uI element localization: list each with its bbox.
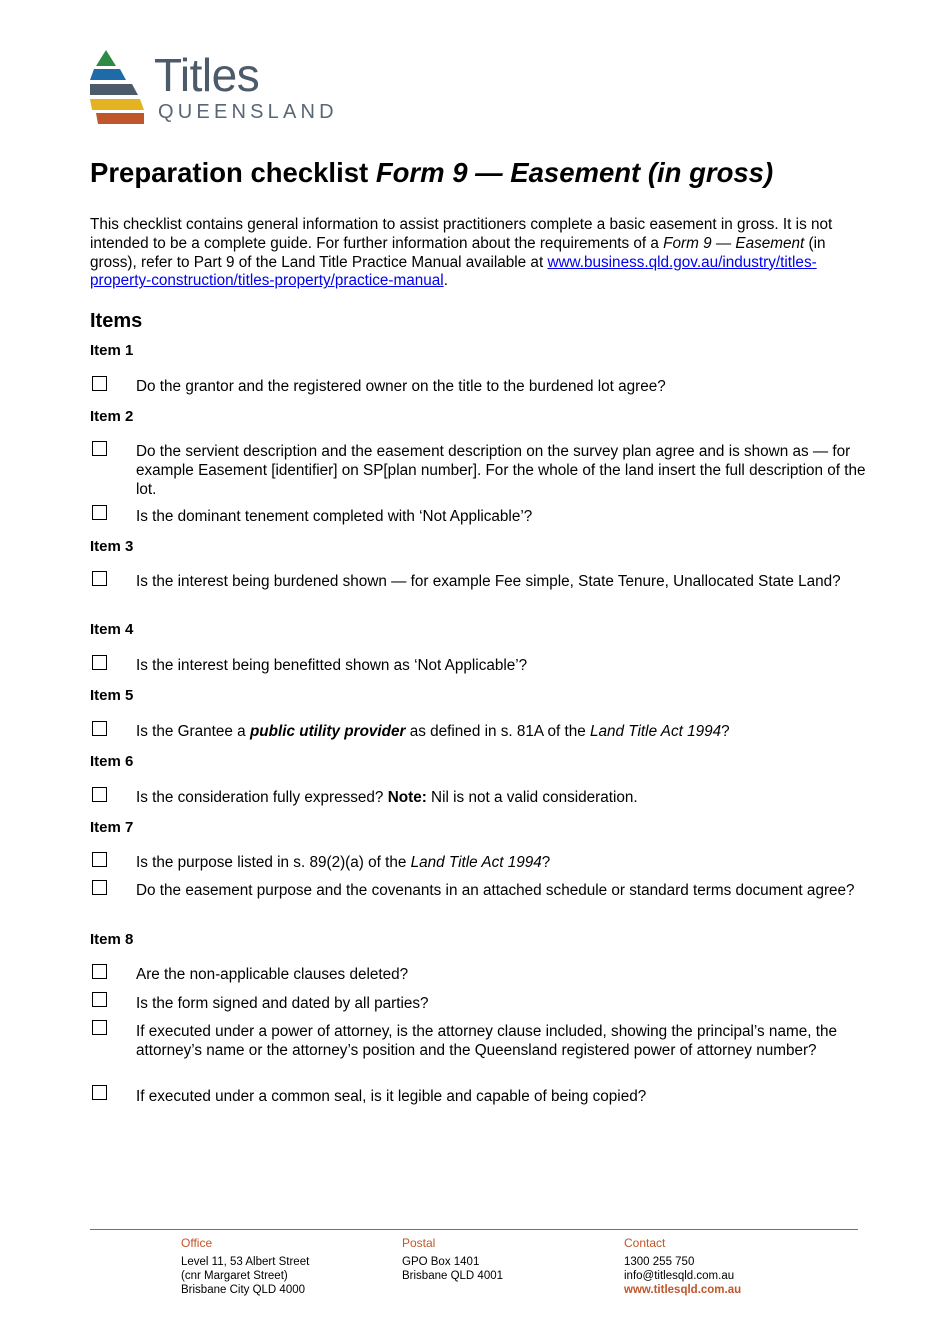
check-text-part: Is the consideration fully expressed? bbox=[136, 789, 388, 806]
check-text-emphasis: public utility provider bbox=[249, 723, 406, 740]
checkbox[interactable] bbox=[92, 992, 107, 1007]
page-title-plain: Preparation checklist bbox=[90, 157, 369, 188]
logo-mark-icon bbox=[88, 48, 148, 126]
act-name: Land Title Act 1994 bbox=[410, 854, 542, 871]
checkbox[interactable] bbox=[92, 1020, 107, 1035]
item-8-label: Item 8 bbox=[90, 931, 134, 948]
intro-end: . bbox=[443, 272, 448, 290]
check-text-part: Is the purpose listed in s. 89(2)(a) of the bbox=[136, 854, 411, 871]
check-text-part: Nil is not a valid consideration. bbox=[426, 789, 638, 806]
check-text-part: Is the Grantee a bbox=[136, 723, 250, 740]
check-text bbox=[136, 854, 866, 873]
checkbox[interactable] bbox=[92, 571, 107, 586]
item-3-label: Item 3 bbox=[90, 538, 134, 555]
logo-wordmark-sub: QUEENSLAND bbox=[158, 101, 338, 123]
check-text: Do the easement purpose and the covenants in an attached schedule or standard terms document agree? bbox=[136, 882, 855, 899]
practice-manual-link[interactable]: www.business.qld.gov.au/industry/titles-property-construction/titles-property/practice-manual bbox=[90, 253, 817, 290]
footer-office-line: (cnr Margaret Street) bbox=[181, 1270, 288, 1282]
item-1-label: Item 1 bbox=[90, 342, 134, 359]
item-6-label: Item 6 bbox=[90, 753, 134, 770]
items-heading: Items bbox=[90, 310, 143, 332]
check-text: If executed under a power of attorney, is the attorney clause included, showing the principal’s name, the attorney’s name or the attorney’s position and the Queensland registered power of attorney number? bbox=[136, 1023, 837, 1059]
intro-text-1: This checklist contains general information to assist practitioners complete a basic easement in gross. It is not intended to be a complete guide. For further information about the requirements of a bbox=[90, 216, 833, 252]
footer-office-line: Brisbane City QLD 4000 bbox=[181, 1284, 306, 1296]
footer-postal bbox=[402, 1236, 503, 1283]
checkbox[interactable] bbox=[92, 655, 107, 670]
checkbox[interactable] bbox=[92, 441, 107, 456]
item-2-label: Item 2 bbox=[90, 408, 134, 425]
check-text-part: ? bbox=[541, 854, 551, 871]
check-text bbox=[136, 723, 866, 742]
intro-form-name: Form 9 — Easement bbox=[663, 234, 805, 252]
checkbox[interactable] bbox=[92, 787, 107, 802]
footer-office bbox=[181, 1236, 309, 1297]
footer-divider bbox=[90, 1229, 858, 1230]
checkbox[interactable] bbox=[92, 1085, 107, 1100]
note-label: Note: bbox=[387, 789, 427, 806]
titles-queensland-logo bbox=[88, 48, 348, 128]
check-text: If executed under a common seal, is it legible and capable of being copied? bbox=[136, 1088, 647, 1105]
checkbox[interactable] bbox=[92, 852, 107, 867]
footer-contact bbox=[624, 1236, 741, 1297]
logo-wordmark-main: Titles bbox=[154, 49, 260, 101]
footer-postal-line: Brisbane QLD 4001 bbox=[402, 1270, 504, 1282]
intro-paragraph bbox=[90, 216, 860, 291]
page-title bbox=[90, 155, 773, 191]
item-7-label: Item 7 bbox=[90, 819, 134, 836]
check-text: Is the interest being benefitted shown as ‘Not Applicable’? bbox=[136, 657, 528, 674]
footer-website-link[interactable]: www.titlesqld.com.au bbox=[624, 1284, 742, 1296]
checkbox[interactable] bbox=[92, 880, 107, 895]
act-name: Land Title Act 1994 bbox=[590, 723, 722, 740]
footer-postal-line: GPO Box 1401 bbox=[402, 1256, 480, 1268]
check-text: Is the form signed and dated by all parties? bbox=[136, 995, 429, 1012]
item-5-label: Item 5 bbox=[90, 687, 134, 704]
check-text-part: as defined in s. 81A of the bbox=[405, 723, 591, 740]
footer-office-line: Level 11, 53 Albert Street bbox=[181, 1256, 310, 1268]
footer-phone: 1300 255 750 bbox=[624, 1256, 695, 1268]
footer-postal-heading: Postal bbox=[402, 1236, 436, 1250]
check-text: Is the dominant tenement completed with ‘Not Applicable’? bbox=[136, 508, 533, 525]
check-text: Do the grantor and the registered owner on the title to the burdened lot agree? bbox=[136, 378, 666, 395]
item-4-label: Item 4 bbox=[90, 621, 134, 638]
checkbox[interactable] bbox=[92, 505, 107, 520]
check-text: Do the servient description and the easement description on the survey plan agree and is shown as — for example Easement [identifier] on SP[plan number]. For the whole of the land insert the full description of the lot. bbox=[136, 443, 866, 498]
checkbox[interactable] bbox=[92, 721, 107, 736]
check-text: Is the interest being burdened shown — for example Fee simple, State Tenure, Unallocated State Land? bbox=[136, 573, 841, 590]
footer-contact-heading: Contact bbox=[624, 1236, 666, 1250]
intro-text-2: (in gross), refer to Part 9 of the Land Title Practice Manual available at bbox=[90, 234, 826, 271]
check-text bbox=[136, 789, 866, 808]
page-title-italic: Form 9 — Easement (in gross) bbox=[375, 157, 774, 188]
footer-email[interactable]: info@titlesqld.com.au bbox=[624, 1270, 735, 1282]
checkbox[interactable] bbox=[92, 376, 107, 391]
checkbox[interactable] bbox=[92, 964, 107, 979]
check-text: Are the non-applicable clauses deleted? bbox=[136, 966, 409, 983]
footer-office-heading: Office bbox=[181, 1236, 213, 1250]
check-text-part: ? bbox=[721, 723, 730, 740]
